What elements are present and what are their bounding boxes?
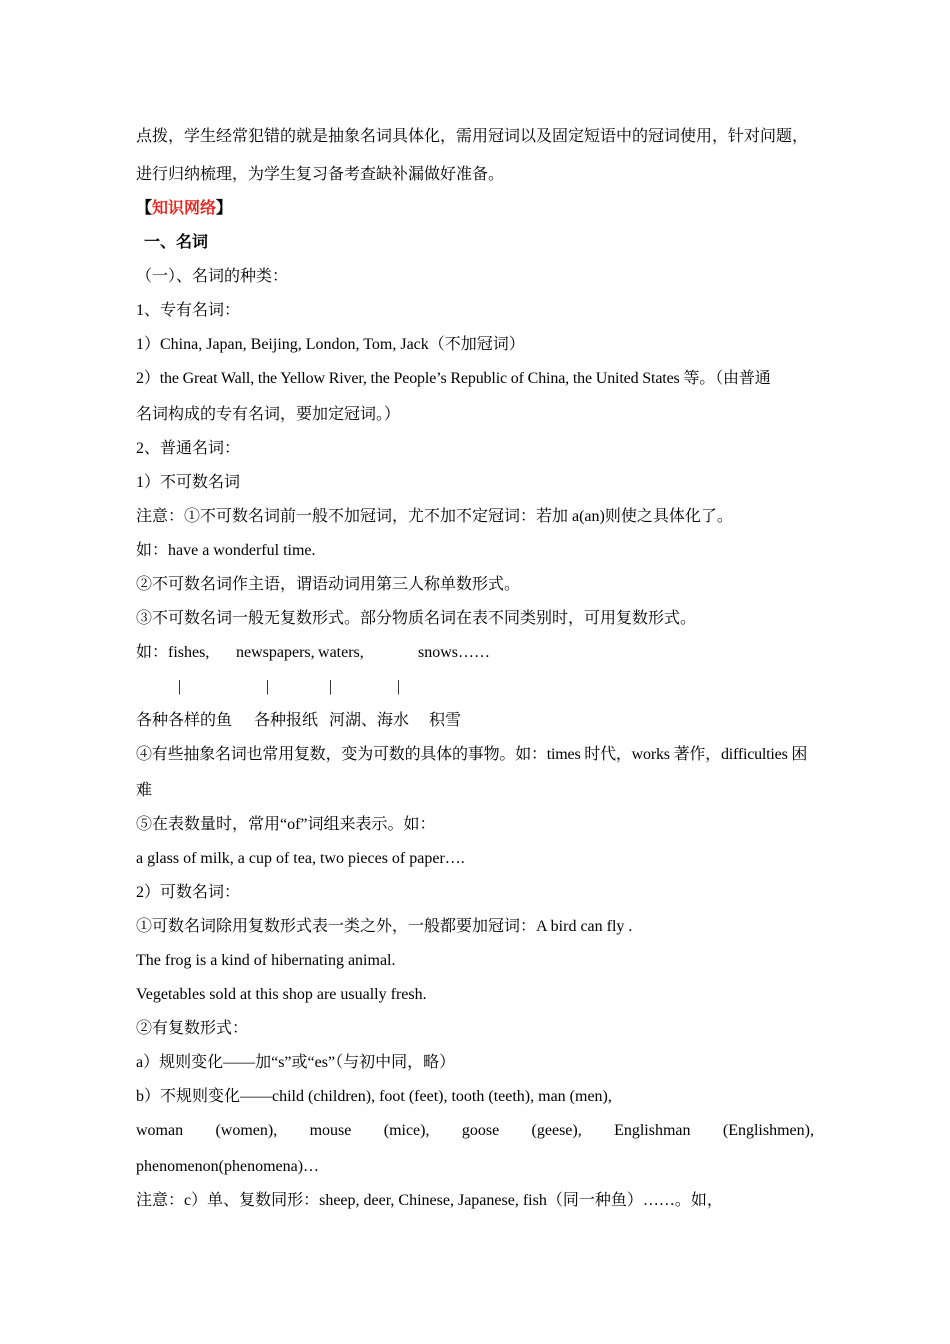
irregular-word: (mice),	[383, 1122, 430, 1139]
uncountable-example-1: 如：have a wonderful time.	[136, 542, 316, 559]
countable-title: 2）可数名词：	[136, 884, 241, 901]
irregular-plurals-row	[136, 1114, 814, 1148]
subheading-noun-types: （一）、名词的种类：	[136, 268, 289, 285]
countable-example-1: The frog is a kind of hibernating animal.	[136, 952, 396, 969]
plural-meaning-4: 积雪	[429, 712, 462, 729]
irregular-word: woman	[136, 1122, 184, 1139]
plural-meanings-row	[136, 704, 814, 738]
irregular-plurals-end: phenomenon(phenomena)…	[136, 1158, 320, 1175]
irregular-word: goose	[461, 1122, 500, 1139]
plural-bars-row	[136, 670, 814, 704]
plural-examples-row	[136, 636, 814, 670]
plural-prefix: 如：	[136, 644, 169, 661]
countable-rule-a: a）规则变化——加“s”或“es”（与初中同，略）	[136, 1054, 456, 1071]
irregular-word: (women),	[215, 1122, 278, 1139]
uncountable-title: 1）不可数名词	[136, 474, 241, 491]
plural-word-waters: waters,	[318, 644, 364, 661]
document-page	[136, 120, 814, 1218]
plural-bar-2: |	[266, 678, 270, 695]
plural-bar-1: |	[178, 678, 182, 695]
uncountable-note-2: ②不可数名词作主语，谓语动词用第三人称单数形式。	[136, 576, 521, 593]
uncountable-note-3: ③不可数名词一般无复数形式。部分物质名词在表不同类别时，可用复数形式。	[136, 610, 697, 627]
countable-example-2: Vegetables sold at this shop are usually fresh.	[136, 986, 427, 1003]
intro-line-2: 进行归纳梳理，为学生复习备考查缺补漏做好准备。	[136, 166, 505, 183]
proper-noun-item-2a: 2）the Great Wall, the Yellow River, the People’s Republic of China, the United States 等。（由普通	[136, 370, 771, 387]
irregular-word: Englishman	[614, 1122, 691, 1139]
proper-noun-title: 1、专有名词：	[136, 302, 241, 319]
irregular-word: (geese),	[531, 1122, 582, 1139]
plural-word-snows: snows……	[418, 644, 491, 661]
countable-note-1: ①可数名词除用复数形式表一类之外，一般都要加冠词：A bird can fly .	[136, 918, 633, 935]
section-tag	[136, 192, 814, 226]
proper-noun-item-1: 1）China, Japan, Beijing, London, Tom, Jack（不加冠词）	[136, 336, 525, 353]
plural-bar-4: |	[397, 678, 401, 695]
plural-meaning-1: 各种各样的鱼	[136, 712, 233, 729]
proper-noun-item-2b: 名词构成的专有名词，要加定冠词。）	[136, 406, 401, 423]
plural-word-fishes: fishes,	[168, 644, 210, 661]
uncountable-note-1: 注意：①不可数名词前一般不加冠词，尤不加不定冠词：若加 a(an)则使之具体化了。	[136, 508, 733, 525]
section-tag-text: 知识网络	[152, 200, 217, 217]
uncountable-note-5: ⑤在表数量时，常用“of”词组来表示。如：	[136, 816, 436, 833]
irregular-word: (Englishmen),	[722, 1122, 814, 1139]
countable-note-2: ②有复数形式：	[136, 1020, 249, 1037]
countable-rule-c: 注意：c）单、复数同形：sheep, deer, Chinese, Japanese, fish（同一种鱼）……。如，	[136, 1192, 723, 1209]
uncountable-note-4a: ④有些抽象名词也常用复数，变为可数的具体的事物。如：times 时代，works 著作，difficulties 困	[136, 746, 808, 763]
uncountable-example-5: a glass of milk, a cup of tea, two pieces of paper….	[136, 850, 465, 867]
common-noun-title: 2、普通名词：	[136, 440, 241, 457]
section-tag-close: 】	[216, 200, 233, 217]
section-tag-open: 【	[136, 200, 153, 217]
heading-nouns: 一、名词	[144, 234, 209, 251]
plural-meaning-3: 河湖、海水	[329, 712, 410, 729]
plural-word-newspapers: newspapers,	[236, 644, 315, 661]
plural-bar-3: |	[329, 678, 333, 695]
irregular-word: mouse	[309, 1122, 352, 1139]
plural-meaning-2: 各种报纸	[254, 712, 319, 729]
uncountable-note-4b: 难	[136, 782, 153, 799]
countable-rule-b: b）不规则变化——child (children), foot (feet), tooth (teeth), man (men),	[136, 1088, 612, 1105]
intro-line-1: 点拨，学生经常犯错的就是抽象名词具体化，需用冠词以及固定短语中的冠词使用，针对问题，	[136, 128, 809, 145]
